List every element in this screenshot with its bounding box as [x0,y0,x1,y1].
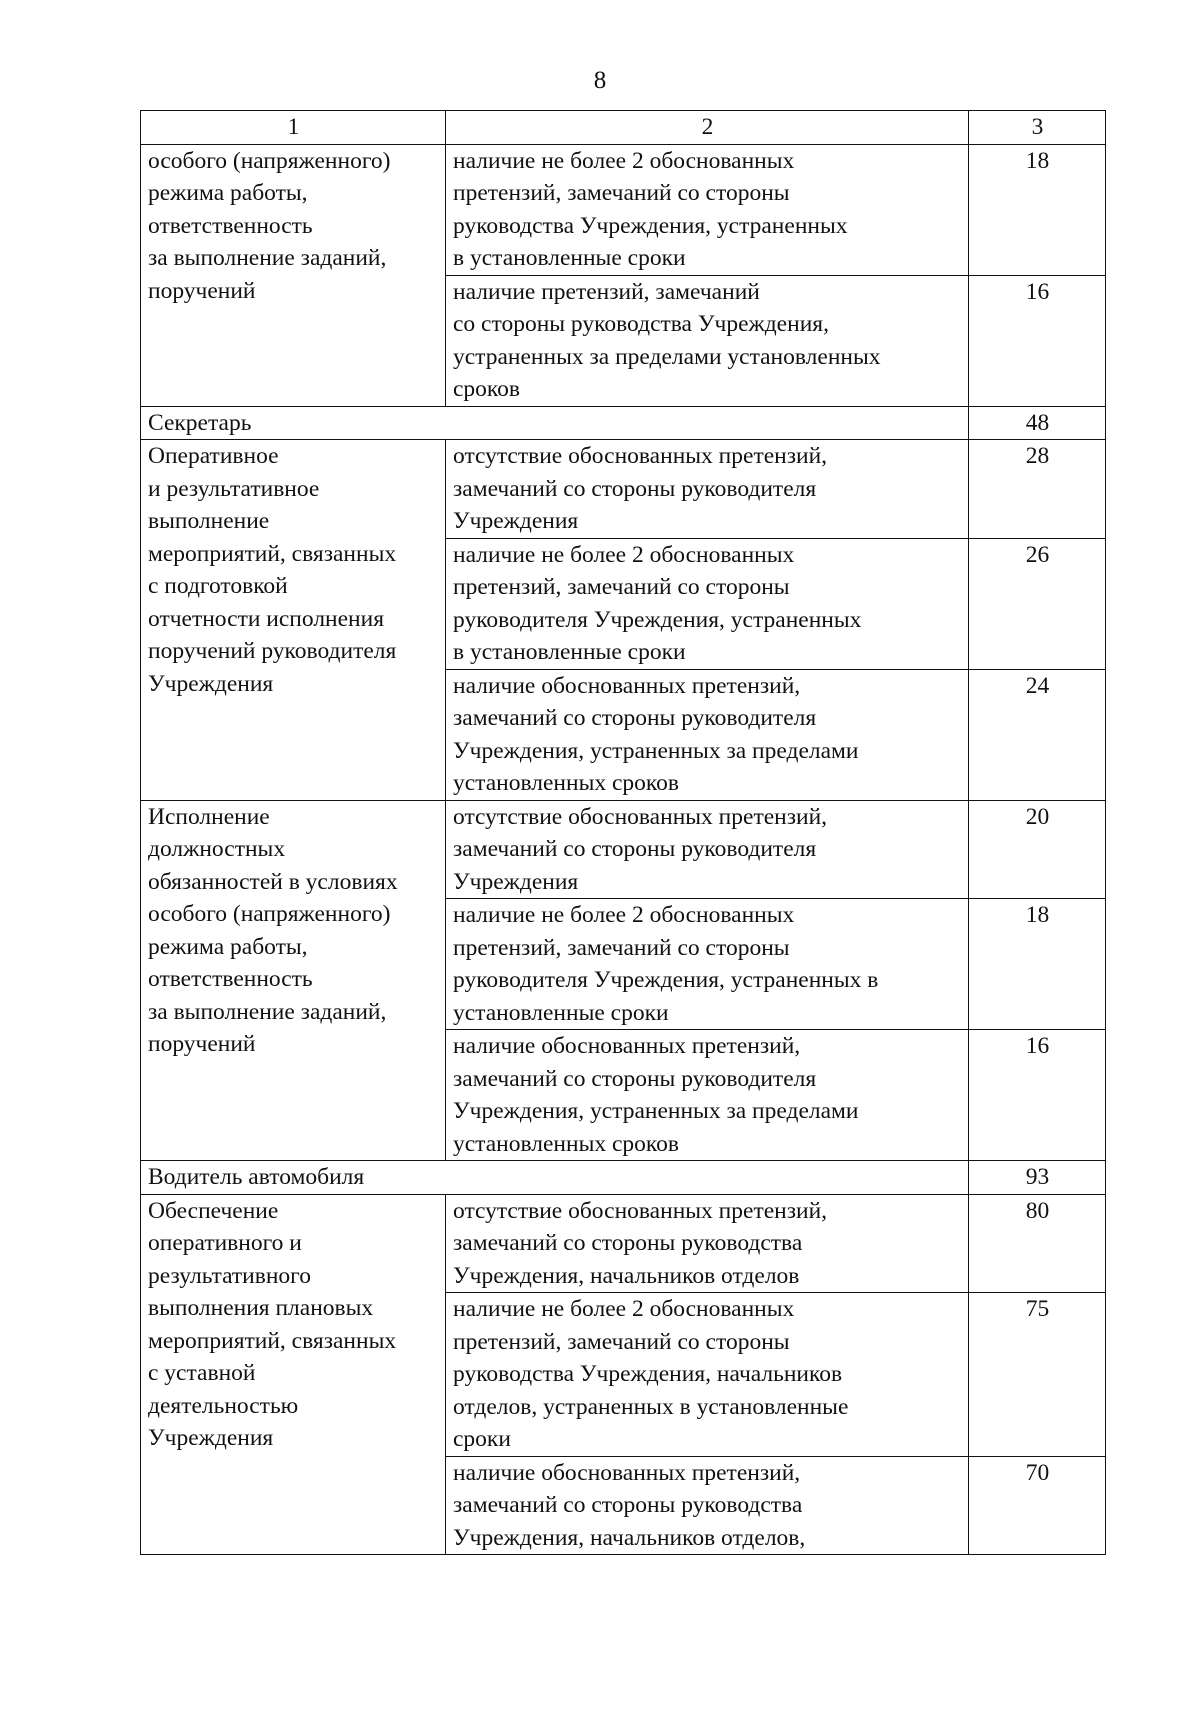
criterion-cell: Обеспечение оперативного и результативного выполнения плановых мероприятий, связанных с уставной деятельностью Учреждения [141,1194,446,1555]
table-row [141,800,1106,899]
criterion-cell: Оперативное и результативное выполнение мероприятий, связанных с подготовкой отчетности исполнения поручений руководителя Учреждения [141,440,446,801]
column-header-3: 3 [969,111,1106,145]
condition-cell: наличие не более 2 обоснованных претензий, замечаний со стороны руководства Учреждения, устраненных в установленные сроки [446,144,969,275]
section-row [141,1161,1106,1195]
points-cell: 75 [969,1293,1106,1457]
criteria-table [140,110,1106,1555]
condition-cell: отсутствие обоснованных претензий, замечаний со стороны руководства Учреждения, начальников отделов [446,1194,969,1293]
table-row [141,440,1106,539]
table-body [141,111,1106,1555]
condition-cell: наличие не более 2 обоснованных претензий, замечаний со стороны руководства Учреждения, начальников отделов, устраненных в установленные сроки [446,1293,969,1457]
points-cell: 18 [969,144,1106,275]
section-points: 93 [969,1161,1106,1195]
condition-cell: наличие обоснованных претензий, замечаний со стороны руководителя Учреждения, устраненных за пределами установленных сроков [446,1030,969,1161]
table-header-row [141,111,1106,145]
points-cell: 28 [969,440,1106,539]
condition-cell: наличие претензий, замечаний со стороны руководства Учреждения, устраненных за пределами установленных сроков [446,275,969,406]
table-row [141,1194,1106,1293]
column-header-2: 2 [446,111,969,145]
section-title: Секретарь [141,406,969,440]
points-cell: 18 [969,899,1106,1030]
criterion-cell: особого (напряженного) режима работы, ответственность за выполнение заданий, поручений [141,144,446,406]
table-row [141,144,1106,275]
column-header-1: 1 [141,111,446,145]
section-points: 48 [969,406,1106,440]
criterion-cell: Исполнение должностных обязанностей в условиях особого (напряженного) режима работы, ответственность за выполнение заданий, поручений [141,800,446,1161]
condition-cell: наличие обоснованных претензий, замечаний со стороны руководителя Учреждения, устраненных за пределами установленных сроков [446,669,969,800]
points-cell: 24 [969,669,1106,800]
points-cell: 80 [969,1194,1106,1293]
section-row [141,406,1106,440]
points-cell: 70 [969,1456,1106,1555]
points-cell: 26 [969,538,1106,669]
condition-cell: наличие обоснованных претензий, замечаний со стороны руководства Учреждения, начальников отделов, [446,1456,969,1555]
page-number: 8 [593,67,607,94]
condition-cell: отсутствие обоснованных претензий, замечаний со стороны руководителя Учреждения [446,800,969,899]
points-cell: 16 [969,275,1106,406]
condition-cell: наличие не более 2 обоснованных претензий, замечаний со стороны руководителя Учреждения, устраненных в установленные сроки [446,899,969,1030]
points-cell: 20 [969,800,1106,899]
condition-cell: наличие не более 2 обоснованных претензий, замечаний со стороны руководителя Учреждения, устраненных в установленные сроки [446,538,969,669]
condition-cell: отсутствие обоснованных претензий, замечаний со стороны руководителя Учреждения [446,440,969,539]
points-cell: 16 [969,1030,1106,1161]
section-title: Водитель автомобиля [141,1161,969,1195]
